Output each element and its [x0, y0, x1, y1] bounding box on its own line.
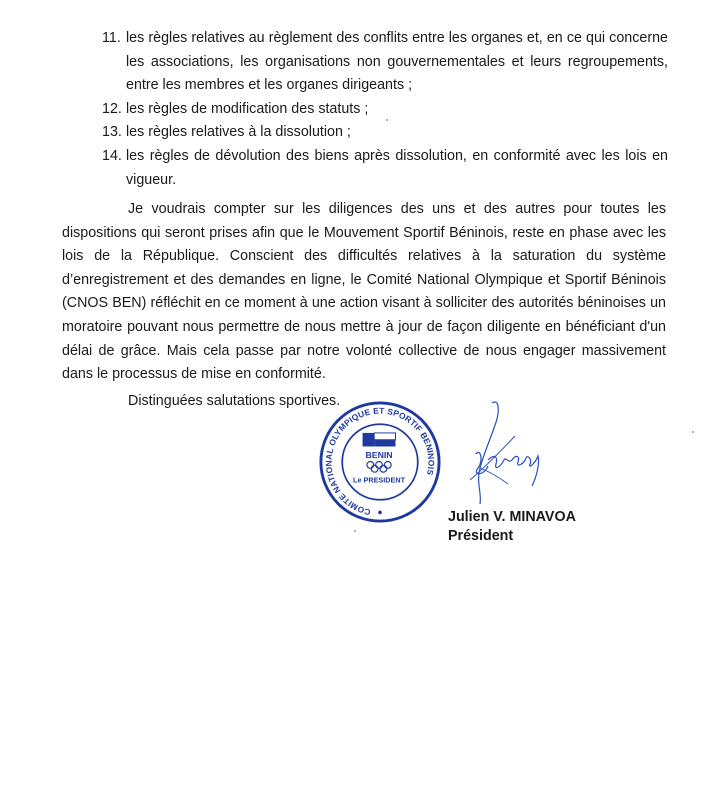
statute-rules-list	[102, 27, 668, 192]
list-item	[102, 145, 668, 192]
list-item-text: les règles relatives à la dissolution ;	[126, 124, 351, 141]
scan-speck	[692, 431, 694, 433]
signatory-title: Président	[448, 528, 514, 544]
list-item	[102, 121, 668, 145]
list-item-text: les règles de dévolution des biens après dissolution, en conformité avec les lois en vigueur.	[126, 147, 668, 188]
list-item-text: les règles de modification des statuts ;	[126, 100, 369, 117]
signatory-name: Julien V. MINAVOA	[448, 509, 576, 525]
list-item	[102, 98, 668, 122]
stamp-star-icon	[378, 510, 382, 514]
list-item-number: 12.	[102, 100, 122, 117]
stamp-country: BENIN	[365, 450, 393, 461]
list-item-number: 14.	[102, 147, 122, 164]
list-item-number: 13.	[102, 124, 122, 141]
list-item-number: 11.	[102, 30, 121, 46]
closing-salutation: Distinguées salutations sportives.	[128, 393, 341, 409]
official-stamp	[318, 400, 442, 524]
stamp-ring-text: COMITE NATIONAL OLYMPIQUE ET SPORTIF BENINOIS	[323, 405, 437, 518]
scan-speck	[386, 119, 388, 121]
olympic-rings-icon	[367, 462, 391, 473]
body-paragraph: Je voudrais compter sur les diligences des uns et des autres pour toutes les dispositions qui seront prises afin que le Mouvement Sportif Béninois, reste en phase avec les lois de la République. Conscient des difficultés relatives à la saturation du système d’enregistrement et des demandes en ligne, le Comité National Olympique et Sportif Béninois (CNOS BEN) réfléchit en ce moment à une action visant à solliciter des autorités béninoises un moratoire pouvant nous permettre de nous mettre à jour de façon diligente en bénéficiant d'un délai de grâce. Mais cela passe par notre volonté collective de nous engager massivement dans le processus de mise en conformité.	[62, 201, 666, 383]
flag-icon	[363, 433, 396, 447]
handwritten-signature	[470, 398, 580, 508]
list-item-text: les règles relatives au règlement des conflits entre les organes et, en ce qui concerne les associations, les organisations non gouvernementales et leurs regroupements, entre les membres et les organes dirigeants ;	[126, 30, 668, 94]
list-item	[102, 27, 668, 98]
scan-speck	[354, 530, 356, 532]
stamp-role: Le PRESIDENT	[353, 475, 406, 485]
